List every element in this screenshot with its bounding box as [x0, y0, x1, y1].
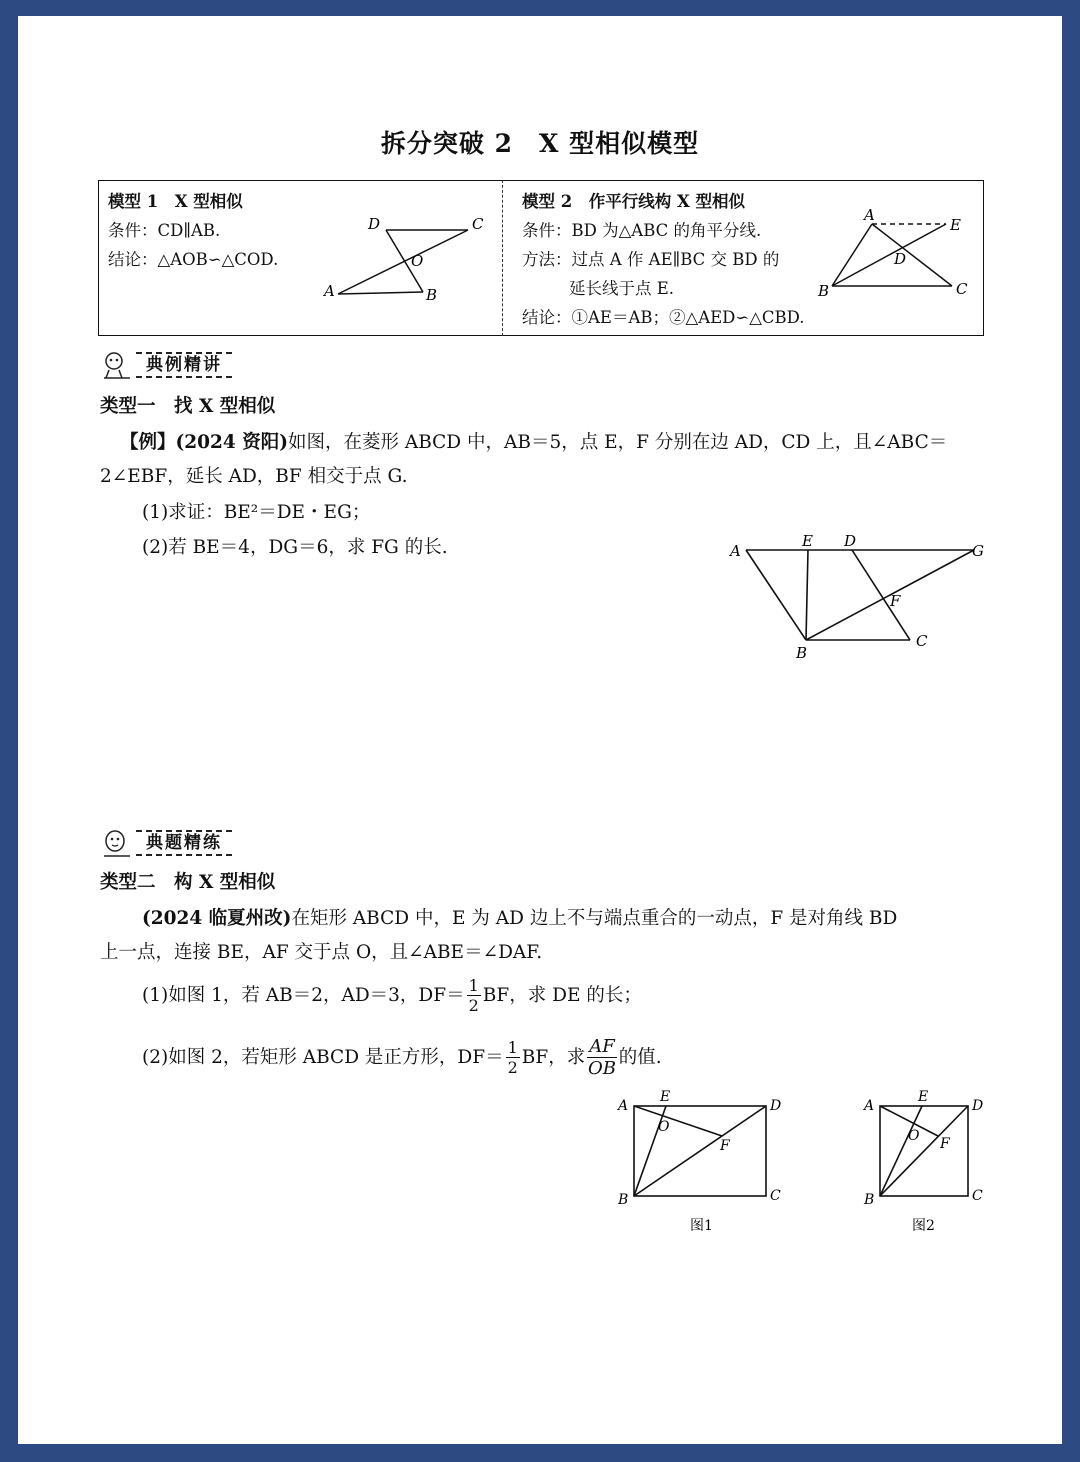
section2-problem-line1: [142, 902, 897, 936]
worksheet-page: [18, 16, 1062, 1444]
label-C: C: [972, 1188, 983, 1204]
q2-text-post: 的值.: [618, 1047, 662, 1068]
model2-conclusion: 结论：①AE＝AB；②△AED∽△CBD.: [522, 308, 805, 327]
label-B: B: [618, 1192, 629, 1208]
label-B: B: [864, 1192, 875, 1208]
label-B: B: [426, 286, 438, 304]
label-O: O: [908, 1128, 920, 1144]
label-A: A: [618, 1098, 629, 1114]
rhombus-figure: [722, 534, 1002, 664]
figure-2: [860, 1088, 1010, 1238]
section1-question2: (2)若 BE＝4，DG＝6，求 FG 的长.: [142, 537, 448, 558]
label-C: C: [770, 1188, 781, 1204]
section1-problem-line2: 2∠EBF，延长 AD，BF 相交于点 G.: [100, 466, 408, 487]
label-A: A: [864, 1098, 875, 1114]
problem-text-line1: 在矩形 ABCD 中，E 为 AD 边上不与端点重合的一动点，F 是对角线 BD: [291, 908, 898, 929]
label-O: O: [658, 1119, 670, 1135]
label-F: F: [890, 592, 901, 610]
label-A: A: [864, 206, 875, 224]
label-B: B: [818, 282, 830, 300]
model1-condition: 条件：CD∥AB.: [108, 221, 221, 240]
figure-1: [614, 1088, 804, 1238]
section2-type-title: 类型二 构 X 型相似: [100, 872, 276, 893]
problem-source: (2024 临夏州改): [142, 908, 292, 929]
fraction-numerator: AF: [589, 1036, 615, 1057]
model2-condition: 条件：BD 为△ABC 的角平分线.: [522, 221, 762, 240]
q1-text-pre: (1)如图 1，若 AB＝2，AD＝3，DF＝: [142, 985, 465, 1006]
fraction-af-ob: [587, 1038, 617, 1078]
section2-question1: [142, 978, 642, 1014]
fraction-denominator: 2: [468, 996, 479, 1015]
label-C: C: [472, 215, 484, 233]
label-O: O: [411, 252, 424, 270]
label-E: E: [802, 534, 813, 550]
figure-1-caption: 图1: [690, 1218, 713, 1234]
section1-problem-line1: [120, 426, 947, 460]
q2-text-pre: (2)如图 2，若矩形 ABCD 是正方形，DF＝: [142, 1047, 504, 1068]
fraction-denominator: 2: [507, 1058, 518, 1077]
model1-conclusion: 结论：△AOB∽△COD.: [108, 250, 279, 269]
page-title: 拆分突破 2 X 型相似模型: [380, 129, 700, 158]
label-E: E: [918, 1089, 929, 1105]
q2-text-mid: BF，求: [521, 1047, 586, 1068]
model2-method-line1: 方法：过点 A 作 AE∥BC 交 BD 的: [522, 250, 780, 269]
label-C: C: [956, 280, 968, 298]
example-text-line1: 如图，在菱形 ABCD 中，AB＝5，点 E，F 分别在边 AD，CD 上，且∠ABC＝: [287, 432, 948, 453]
mascot-icon: [100, 350, 134, 380]
label-G: G: [972, 542, 984, 560]
section2-banner: [100, 828, 232, 858]
example-source: (2024 资阳): [175, 432, 288, 453]
section2-question2: [142, 1038, 662, 1078]
model2-method-line2: 延长线于点 E.: [569, 279, 675, 298]
fraction-numerator: 1: [507, 1038, 518, 1057]
label-D: D: [844, 534, 857, 550]
section2-problem-line2: 上一点，连接 BE，AF 交于点 O，且∠ABE＝∠DAF.: [100, 942, 543, 963]
label-D: D: [972, 1098, 984, 1114]
model2-heading: 模型 2 作平行线构 X 型相似: [522, 192, 746, 211]
figure-2-caption: 图2: [912, 1218, 935, 1234]
label-F: F: [940, 1136, 950, 1152]
section1-banner-label: 典例精讲: [136, 352, 232, 378]
q1-text-post: BF，求 DE 的长；: [482, 985, 642, 1006]
model1-heading: 模型 1 X 型相似: [108, 192, 243, 211]
label-C: C: [916, 632, 928, 650]
label-B: B: [796, 644, 808, 662]
label-D: D: [894, 250, 907, 268]
section1-question1: (1)求证：BE²＝DE・EG；: [142, 502, 371, 523]
fraction-denominator: OB: [587, 1058, 616, 1079]
model-box-divider: [502, 180, 503, 336]
label-A: A: [324, 282, 335, 300]
model1-figure: [318, 212, 498, 312]
section1-banner: [100, 350, 232, 380]
fraction-one-half: [506, 1040, 520, 1076]
label-E: E: [950, 216, 961, 234]
fraction-one-half: [467, 978, 481, 1014]
label-D: D: [368, 215, 381, 233]
mascot-icon: [100, 828, 134, 858]
fraction-numerator: 1: [468, 976, 479, 995]
section2-banner-label: 典题精练: [136, 830, 232, 856]
example-tag: 【例】: [120, 432, 176, 453]
section1-type-title: 类型一 找 X 型相似: [100, 396, 276, 417]
label-E: E: [660, 1089, 671, 1105]
label-F: F: [720, 1138, 730, 1154]
model2-figure: [816, 206, 976, 306]
label-D: D: [770, 1098, 782, 1114]
label-A: A: [730, 542, 741, 560]
